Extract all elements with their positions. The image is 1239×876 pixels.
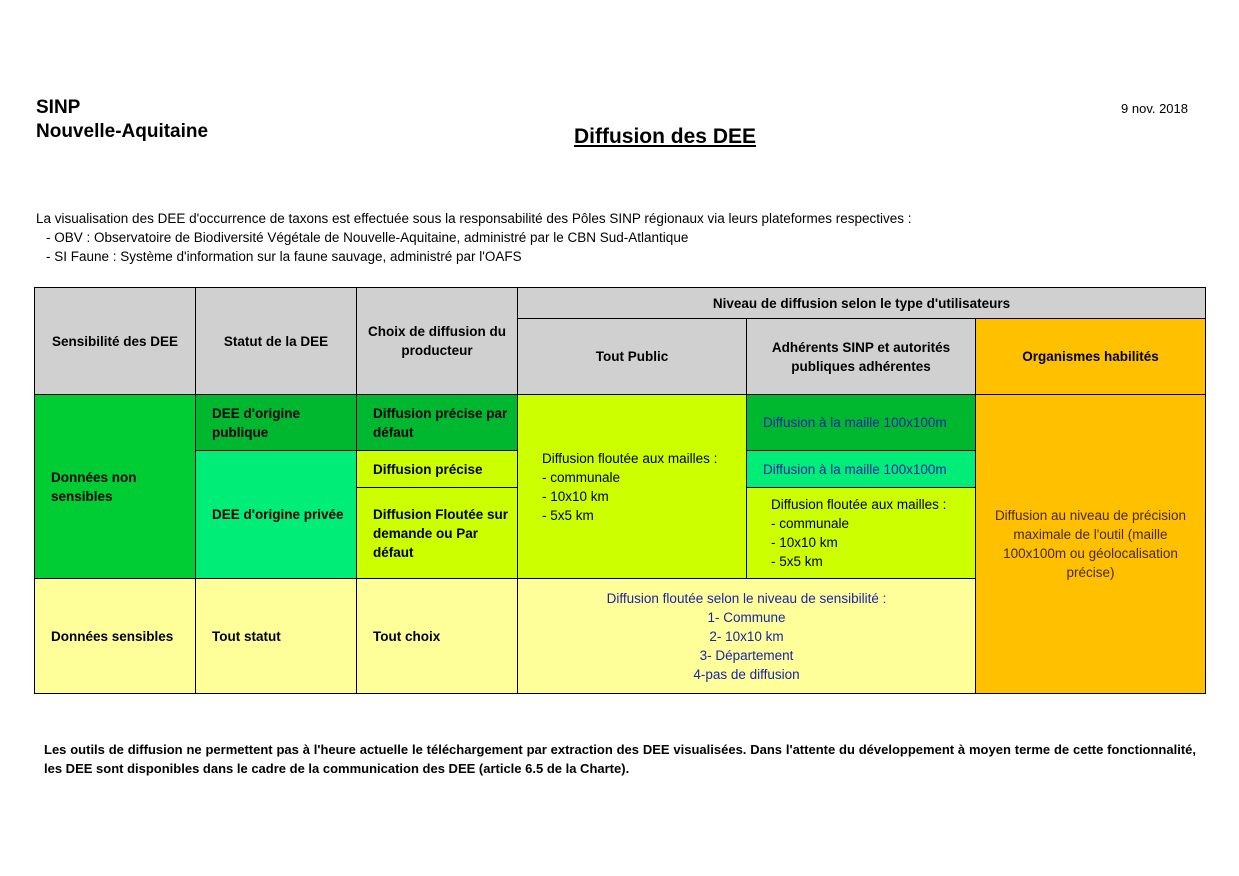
tout-public-title: Diffusion floutée aux mailles : [542, 450, 718, 466]
tout-public-diffusion [518, 395, 747, 579]
header-organismes: Organismes habilités [976, 319, 1206, 395]
statut-origine-privee: DEE d'origine privée [196, 451, 357, 579]
statut-tout-statut: Tout statut [196, 579, 357, 694]
intro-bullet-sifaune: - SI Faune : Système d'information sur la faune sauvage, administré par l'OAFS [46, 249, 522, 264]
intro-paragraph [36, 209, 1186, 266]
choix-floutee: Diffusion Floutée sur demande ou Par défaut [357, 488, 518, 579]
header-tout-public: Tout Public [518, 319, 747, 395]
statut-origine-publique: DEE d'origine publique [196, 395, 357, 451]
organization-name [36, 96, 208, 144]
adherents-floutee-item: - communale [771, 516, 850, 531]
adherents-maille-privee: Diffusion à la maille 100x100m [747, 451, 976, 488]
intro-line-1: La visualisation des DEE d'occurrence de taxons est effectuée sous la responsabilité des Pôles SINP régionaux via leurs plateformes respectives : [36, 211, 912, 226]
sensibles-diffusion-item: 3- Département [699, 647, 794, 663]
org-line-1: SINP [36, 97, 81, 118]
header-adherents: Adhérents SINP et autorités publiques adhérentes [747, 319, 976, 395]
sensibles-diffusion-item: 4-pas de diffusion [693, 666, 800, 682]
sensibles-diffusion-item: 1- Commune [707, 609, 786, 625]
header-choix: Choix de diffusion du producteur [357, 288, 518, 395]
adherents-floutee-item: - 10x10 km [771, 535, 838, 550]
header-statut: Statut de la DEE [196, 288, 357, 395]
adherents-floutee-title: Diffusion floutée aux mailles : [771, 497, 947, 512]
tout-public-item: - 10x10 km [542, 488, 609, 504]
adherents-maille-publique: Diffusion à la maille 100x100m [747, 395, 976, 451]
adherents-floutee [747, 488, 976, 579]
org-line-2: Nouvelle-Aquitaine [36, 121, 209, 142]
intro-bullet-obv: - OBV : Observatoire de Biodiversité Végétale de Nouvelle-Aquitaine, administré par le CBN Sud-Atlantique [46, 230, 689, 245]
choix-tout-choix: Tout choix [357, 579, 518, 694]
row-label-sensibles: Données sensibles [35, 579, 196, 694]
sensibles-diffusion-title: Diffusion floutée selon le niveau de sensibilité : [606, 590, 887, 606]
page-title: Diffusion des DEE [573, 125, 757, 148]
adherents-floutee-item: - 5x5 km [771, 554, 823, 569]
document-date: 9 nov. 2018 [1121, 101, 1188, 116]
footer-note: Les outils de diffusion ne permettent pas à l'heure actuelle le téléchargement par extraction des DEE visualisées. Dans l'attente du développement à moyen terme de cette fonctionnalité, les DEE sont disponibles dans le cadre de la communication des DEE (article 6.5 de la Charte). [44, 742, 1196, 776]
choix-precise: Diffusion précise [357, 451, 518, 488]
row-label-non-sensibles: Données non sensibles [35, 395, 196, 579]
choix-precise-defaut: Diffusion précise par défaut [357, 395, 518, 451]
header-niveau: Niveau de diffusion selon le type d'utilisateurs [518, 288, 1206, 319]
sensibles-diffusion-item: 2- 10x10 km [709, 628, 784, 644]
organismes-diffusion: Diffusion au niveau de précision maximale de l'outil (maille 100x100m ou géolocalisation précise) [976, 395, 1206, 694]
header-sensibilite: Sensibilité des DEE [35, 288, 196, 395]
sensibles-diffusion [518, 579, 976, 694]
tout-public-item: - 5x5 km [542, 507, 594, 523]
tout-public-item: - communale [542, 469, 621, 485]
diffusion-table [34, 287, 1206, 694]
